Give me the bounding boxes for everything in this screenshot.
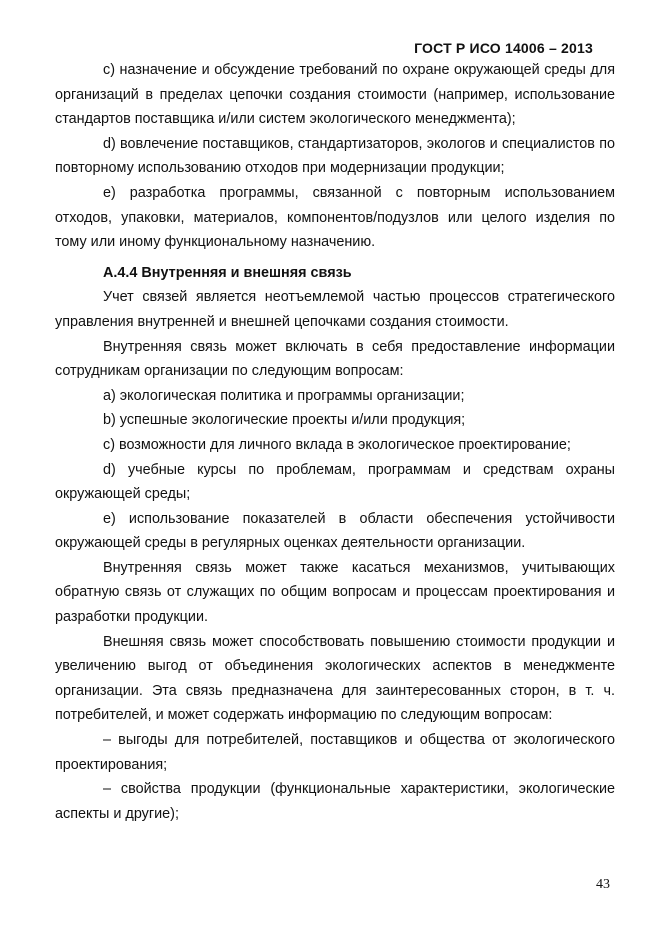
dash-item-benefits: – выгоды для потребителей, поставщиков и общества от экологического проектирования; [55, 732, 615, 773]
paragraph-internal-communication: Внутренняя связь может включать в себя предоставление информации сотрудникам организации по следующим вопросам: [55, 338, 615, 380]
paragraph-internal-feedback: Внутренняя связь может также касаться механизмов, учитывающих обратную связь от служащих по общим вопросам и процессам проектирования и разработки продукции. [55, 559, 615, 626]
list-item-c-value-chain: c) назначение и обсуждение требований по охране окружающей среды для организаций в пределах цепочки создания стоимости (например, использование стандартов поставщика и/или систем экологического менеджмента); [55, 62, 615, 128]
paragraph-external-communication: Внешняя связь может способствовать повышению стоимости продукции и увеличению выгод от объединения экологических аспектов в менеджменте организации. Эта связь предназначена для заинтересованных сторон, в т. ч. потребителей, и может содержать информацию по следующим вопросам: [55, 633, 615, 724]
list-item-b-projects: b) успешные экологические проекты и/или продукция; [103, 412, 466, 429]
list-item-e-indicators: e) использование показателей в области обеспечения устойчивости окружающей среды в регулярных оценках деятельности организации. [55, 510, 615, 552]
list-item-a-policy: a) экологическая политика и программы организации; [103, 387, 465, 404]
list-item-d-training: d) учебные курсы по проблемам, программам и средствам охраны окружающей среды; [55, 461, 615, 503]
page-number: 43 [596, 877, 610, 892]
list-item-d-suppliers: d) вовлечение поставщиков, стандартизаторов, экологов и специалистов по повторному использованию отходов при модернизации продукции; [55, 135, 615, 177]
dash-item-product-properties: – свойства продукции (функциональные характеристики, экологические аспекты и другие); [55, 781, 615, 822]
document-header: ГОСТ Р ИСО 14006 – 2013 [414, 40, 593, 56]
list-item-c-contribution: c) возможности для личного вклада в экологическое проектирование; [103, 436, 571, 453]
paragraph-communication-intro: Учет связей является неотъемлемой частью процессов стратегического управления внутренней и внешней цепочками создания стоимости. [55, 289, 615, 330]
document-body [55, 58, 615, 826]
list-item-e-reuse-program: e) разработка программы, связанной с повторным использованием отходов, упаковки, материалов, компонентов/подузлов или целого изделия по тому или иному функциональному назначению. [55, 184, 615, 251]
section-heading-a44: А.4.4 Внутренняя и внешняя связь [103, 264, 352, 281]
